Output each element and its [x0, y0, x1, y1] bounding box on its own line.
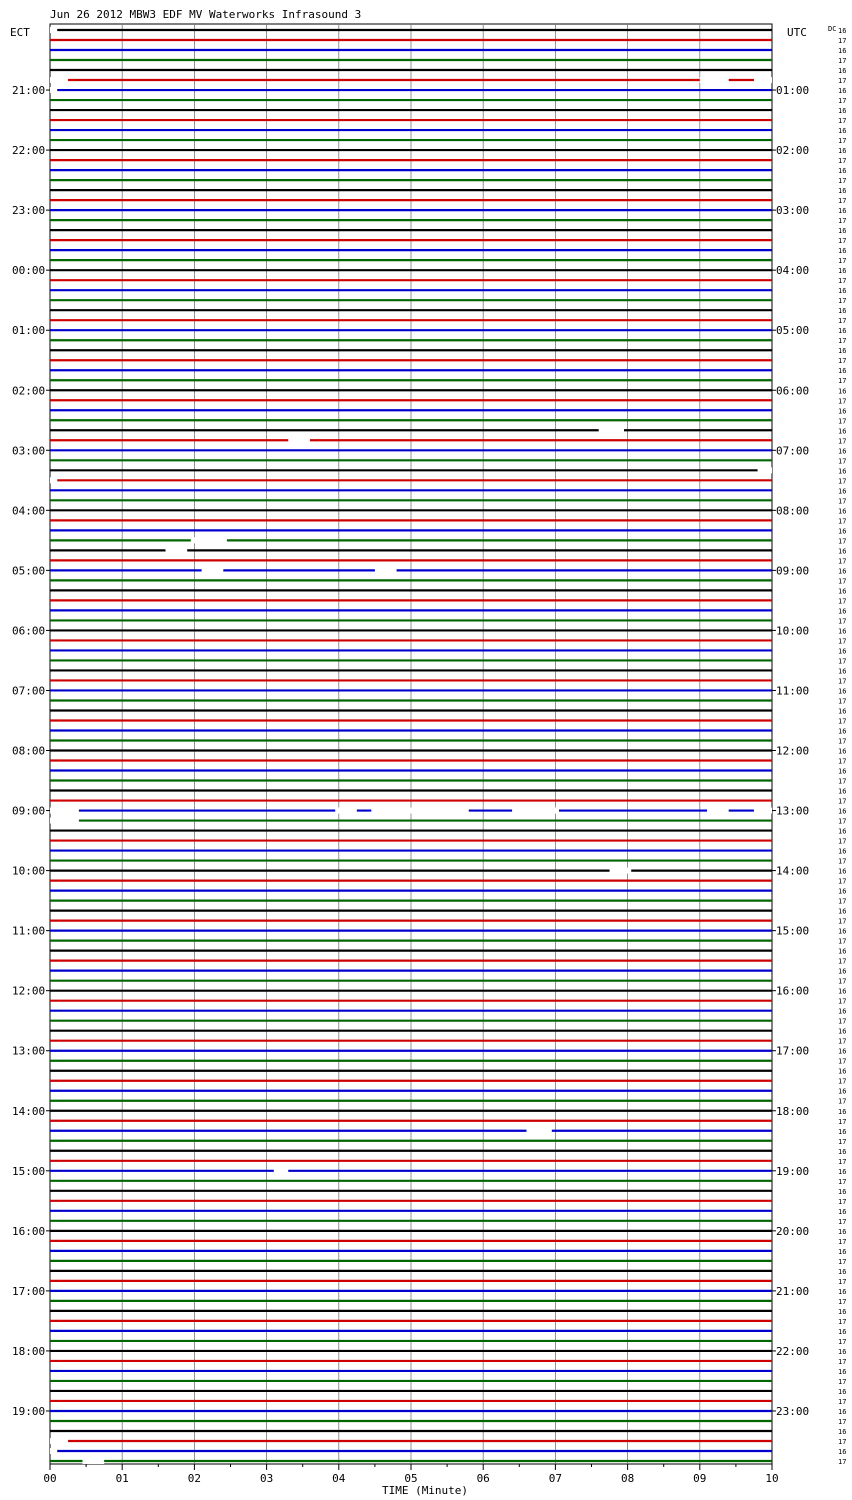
dc-value-label: 17: [838, 957, 847, 966]
dc-value-label: 17: [838, 1097, 847, 1106]
right-hour-label: 22:00: [776, 1344, 810, 1358]
dc-value-label: 17: [838, 717, 847, 726]
dc-value-label: 16: [838, 227, 847, 236]
right-hour-label: 11:00: [776, 684, 810, 698]
dc-value-label: 17: [838, 77, 847, 86]
dc-value-label: 16: [838, 307, 847, 316]
dc-value-label: 17: [838, 637, 847, 646]
dc-value-label: 16: [838, 427, 847, 436]
dc-value-label: 16: [838, 587, 847, 596]
dc-value-label: 17: [838, 1357, 847, 1366]
trace-gap: [754, 808, 772, 814]
trace-gap: [50, 77, 68, 83]
dc-value-label: 16: [838, 887, 847, 896]
dc-value-label: 16: [838, 987, 847, 996]
dc-value-label: 16: [838, 1247, 847, 1256]
dc-value-label: 17: [838, 1297, 847, 1306]
trace-gap: [50, 1448, 57, 1454]
dc-value-label: 16: [838, 547, 847, 556]
left-hour-label: 03:00: [12, 444, 46, 458]
right-hour-label: 23:00: [776, 1404, 810, 1418]
dc-value-label: 17: [838, 417, 847, 426]
dc-value-label: 17: [838, 997, 847, 1006]
dc-value-label: 16: [838, 907, 847, 916]
right-hour-label: 10:00: [776, 624, 810, 638]
dc-value-label: 16: [838, 1427, 847, 1436]
dc-value-label: 17: [838, 897, 847, 906]
dc-value-label: 17: [838, 1157, 847, 1166]
dc-value-label: 17: [838, 437, 847, 446]
dc-value-label: 17: [838, 1277, 847, 1286]
dc-value-label: 16: [838, 1347, 847, 1356]
dc-value-label: 16: [838, 567, 847, 576]
dc-value-label: 17: [838, 377, 847, 386]
dc-value-label: 17: [838, 617, 847, 626]
dc-value-label: 16: [838, 467, 847, 476]
dc-value-label: 17: [838, 1458, 847, 1467]
x-tick-label: 05: [404, 1472, 418, 1485]
dc-value-label: 17: [838, 1117, 847, 1126]
dc-value-label: 17: [838, 1397, 847, 1406]
trace-gap: [288, 437, 310, 443]
right-hour-label: 04:00: [776, 264, 810, 278]
dc-value-label: 17: [838, 677, 847, 686]
dc-value-label: 17: [838, 177, 847, 186]
left-hour-label: 16:00: [12, 1224, 46, 1238]
dc-value-label: 16: [838, 1227, 847, 1236]
dc-value-label: 16: [838, 727, 847, 736]
dc-value-label: 16: [838, 107, 847, 116]
dc-value-label: 17: [838, 517, 847, 526]
dc-value-label: 17: [838, 1377, 847, 1386]
trace-gap: [512, 808, 559, 814]
dc-value-label: 16: [838, 507, 847, 516]
trace-gap: [50, 477, 57, 483]
dc-value-label: 17: [838, 537, 847, 546]
dc-value-label: 16: [838, 187, 847, 196]
dc-value-label: 16: [838, 647, 847, 656]
x-tick-label: 09: [693, 1472, 707, 1485]
dc-value-label: 17: [838, 597, 847, 606]
dc-value-label: 16: [838, 67, 847, 76]
dc-value-label: 16: [838, 1287, 847, 1296]
right-hour-label: 12:00: [776, 744, 810, 758]
right-hour-label: 02:00: [776, 144, 810, 158]
dc-value-label: 17: [838, 1437, 847, 1446]
dc-value-label: 16: [838, 1027, 847, 1036]
trace-gap: [202, 567, 224, 573]
right-hour-label: 19:00: [776, 1164, 810, 1178]
dc-value-label: 17: [838, 697, 847, 706]
dc-value-label: 16: [838, 1167, 847, 1176]
dc-value-label: 16: [838, 127, 847, 136]
left-hour-label: 06:00: [12, 624, 46, 638]
dc-value-label: 16: [838, 687, 847, 696]
dc-value-label: 16: [838, 487, 847, 496]
dc-value-label: 17: [838, 237, 847, 246]
dc-value-label: 16: [838, 387, 847, 396]
dc-value-label: 16: [838, 1087, 847, 1096]
x-tick-label: 03: [259, 1472, 274, 1485]
left-hour-label: 05:00: [12, 564, 46, 578]
dc-value-label: 16: [838, 47, 847, 56]
dc-value-label: 16: [838, 1067, 847, 1076]
trace-gap: [50, 1438, 68, 1444]
dc-value-label: 17: [838, 837, 847, 846]
dc-value-label: 17: [838, 97, 847, 106]
left-hour-label: 11:00: [12, 924, 46, 938]
dc-value-label: 17: [838, 1017, 847, 1026]
left-hour-label: 15:00: [12, 1164, 46, 1178]
dc-value-label: 16: [838, 927, 847, 936]
dc-value-label: 17: [838, 1257, 847, 1266]
dc-value-label: 16: [838, 1407, 847, 1416]
dc-value-label: 17: [838, 1337, 847, 1346]
dc-value-label: 17: [838, 757, 847, 766]
trace-gap: [700, 77, 729, 83]
dc-value-label: 17: [838, 1197, 847, 1206]
left-hour-label: 10:00: [12, 864, 46, 878]
dc-value-label: 16: [838, 667, 847, 676]
trace-gap: [50, 27, 57, 33]
dc-value-label: 17: [838, 1237, 847, 1246]
x-tick-label: 06: [476, 1472, 490, 1485]
dc-value-label: 16: [838, 347, 847, 356]
dc-value-label: 17: [838, 297, 847, 306]
right-hour-label: 20:00: [776, 1224, 810, 1238]
left-hour-label: 13:00: [12, 1044, 46, 1058]
dc-value-label: 16: [838, 1307, 847, 1316]
dc-value-label: 17: [838, 877, 847, 886]
right-hour-label: 13:00: [776, 804, 810, 818]
dc-value-label: 16: [838, 607, 847, 616]
left-hour-label: 12:00: [12, 984, 46, 998]
x-tick-label: 02: [187, 1472, 202, 1485]
dc-value-label: 16: [838, 1127, 847, 1136]
dc-value-label: 16: [838, 287, 847, 296]
left-hour-label: 04:00: [12, 504, 46, 518]
dc-value-label: 16: [838, 207, 847, 216]
x-tick-label: 07: [548, 1472, 563, 1485]
dc-value-label: 17: [838, 357, 847, 366]
dc-value-label: 16: [838, 1007, 847, 1016]
dc-value-label: 16: [838, 827, 847, 836]
dc-value-label: 16: [838, 1047, 847, 1056]
dc-value-label: 17: [838, 1177, 847, 1186]
right-hour-label: 16:00: [776, 984, 810, 998]
dc-value-label: 17: [838, 577, 847, 586]
dc-offset-labels: [838, 27, 846, 1466]
dc-value-label: 16: [838, 167, 847, 176]
left-hour-label: 08:00: [12, 744, 46, 758]
trace-gap: [166, 547, 188, 553]
dc-value-label: 17: [838, 57, 847, 66]
dc-value-label: 17: [838, 1077, 847, 1086]
dc-value-label: 16: [838, 787, 847, 796]
dc-value-label: 17: [838, 1037, 847, 1046]
left-hour-label: 07:00: [12, 684, 46, 698]
dc-value-label: 17: [838, 337, 847, 346]
dc-value-label: 17: [838, 977, 847, 986]
right-hour-label: 07:00: [776, 444, 810, 458]
trace-gap: [371, 808, 468, 814]
dc-value-label: 16: [838, 407, 847, 416]
dc-value-label: 16: [838, 867, 847, 876]
dc-value-label: 16: [838, 807, 847, 816]
x-tick-label: 10: [765, 1472, 779, 1485]
dc-value-label: 17: [838, 1217, 847, 1226]
dc-value-label: 16: [838, 627, 847, 636]
left-hour-label: 09:00: [12, 804, 46, 818]
dc-value-label: 17: [838, 37, 847, 46]
dc-value-label: 16: [838, 267, 847, 276]
dc-value-label: 17: [838, 217, 847, 226]
left-hour-label: 00:00: [12, 264, 46, 278]
trace-gap: [191, 537, 227, 543]
dc-value-label: 16: [838, 367, 847, 376]
dc-value-label: 17: [838, 1317, 847, 1326]
left-hour-label: 21:00: [12, 84, 46, 98]
dc-value-label: 17: [838, 937, 847, 946]
dc-value-label: 17: [838, 1417, 847, 1426]
left-hour-label: 02:00: [12, 384, 46, 398]
trace-gap: [274, 1168, 288, 1174]
trace-gap: [335, 808, 357, 814]
dc-value-label: 17: [838, 917, 847, 926]
left-axis-label: ECT: [10, 26, 30, 39]
trace-gap: [50, 818, 79, 824]
dc-value-label: 16: [838, 967, 847, 976]
trace-gap: [758, 467, 772, 473]
dc-value-label: 17: [838, 557, 847, 566]
x-tick-label: 01: [115, 1472, 129, 1485]
dc-value-label: 17: [838, 1057, 847, 1066]
chart-title: Jun 26 2012 MBW3 EDF MV Waterworks Infrasound 3: [50, 8, 362, 21]
right-axis-label: UTC: [787, 26, 807, 39]
dc-value-label: 17: [838, 817, 847, 826]
dc-value-label: 17: [838, 657, 847, 666]
left-hour-label: 14:00: [12, 1104, 46, 1118]
right-hour-label: 18:00: [776, 1104, 810, 1118]
right-hour-label: 15:00: [776, 924, 810, 938]
right-hour-label: 09:00: [776, 564, 810, 578]
x-tick-label: 08: [620, 1472, 635, 1485]
x-tick-label: 04: [332, 1472, 346, 1485]
right-hour-label: 06:00: [776, 384, 810, 398]
left-hour-label: 01:00: [12, 324, 46, 338]
trace-gap: [707, 808, 729, 814]
dc-value-label: 17: [838, 857, 847, 866]
left-hour-label: 22:00: [12, 144, 46, 158]
left-hour-label: 17:00: [12, 1284, 46, 1298]
right-hour-label: 05:00: [776, 324, 810, 338]
dc-value-label: 17: [838, 457, 847, 466]
trace-gap: [599, 427, 624, 433]
dc-value-label: 17: [838, 317, 847, 326]
dc-value-label: 16: [838, 767, 847, 776]
dc-value-label: 16: [838, 1327, 847, 1336]
dc-value-label: 17: [838, 197, 847, 206]
dc-value-label: 16: [838, 847, 847, 856]
dc-value-label: 17: [838, 797, 847, 806]
dc-value-label: 17: [838, 257, 847, 266]
right-hour-label: 14:00: [776, 864, 810, 878]
dc-value-label: 16: [838, 327, 847, 336]
dc-value-label: 16: [838, 1387, 847, 1396]
dc-value-label: 16: [838, 1267, 847, 1276]
trace-gap: [50, 87, 57, 93]
dc-value-label: 16: [838, 707, 847, 716]
left-hour-label: 19:00: [12, 1404, 46, 1418]
dc-value-label: 16: [838, 1207, 847, 1216]
right-hour-label: 17:00: [776, 1044, 810, 1058]
trace-gap: [50, 808, 79, 814]
dc-value-label: 16: [838, 147, 847, 156]
dc-value-label: 16: [838, 27, 847, 35]
x-tick-label: 00: [43, 1472, 57, 1485]
left-hour-label: 18:00: [12, 1344, 46, 1358]
dc-value-label: 16: [838, 1447, 847, 1456]
dc-value-label: 16: [838, 527, 847, 536]
left-hour-label: 23:00: [12, 204, 46, 218]
trace-gap: [754, 77, 772, 83]
right-hour-label: 21:00: [776, 1284, 810, 1298]
right-hour-label: 01:00: [776, 84, 810, 98]
dc-value-label: 17: [838, 137, 847, 146]
dc-value-label: 17: [838, 117, 847, 126]
dc-value-label: 16: [838, 447, 847, 456]
dc-value-label: 16: [838, 947, 847, 956]
dc-value-label: 17: [838, 737, 847, 746]
trace-gap: [375, 567, 397, 573]
dc-value-label: 16: [838, 747, 847, 756]
dc-label: DC: [828, 25, 837, 33]
dc-value-label: 16: [838, 1147, 847, 1156]
trace-gap: [82, 1458, 104, 1464]
dc-value-label: 17: [838, 157, 847, 166]
dc-value-label: 16: [838, 1107, 847, 1116]
dc-value-label: 17: [838, 277, 847, 286]
trace-gap: [527, 1128, 552, 1134]
dc-value-label: 17: [838, 397, 847, 406]
trace-gap: [610, 868, 632, 874]
right-hour-label: 03:00: [776, 204, 810, 218]
dc-value-label: 16: [838, 1367, 847, 1376]
dc-value-label: 17: [838, 1137, 847, 1146]
dc-value-label: 17: [838, 497, 847, 506]
dc-value-label: 17: [838, 477, 847, 486]
x-axis-label: TIME (Minute): [381, 1484, 469, 1497]
dc-value-label: 16: [838, 87, 847, 96]
right-hour-label: 08:00: [776, 504, 810, 518]
dc-value-label: 16: [838, 247, 847, 256]
dc-value-label: 17: [838, 777, 847, 786]
x-axis: [43, 1464, 778, 1485]
dc-value-label: 16: [838, 1187, 847, 1196]
